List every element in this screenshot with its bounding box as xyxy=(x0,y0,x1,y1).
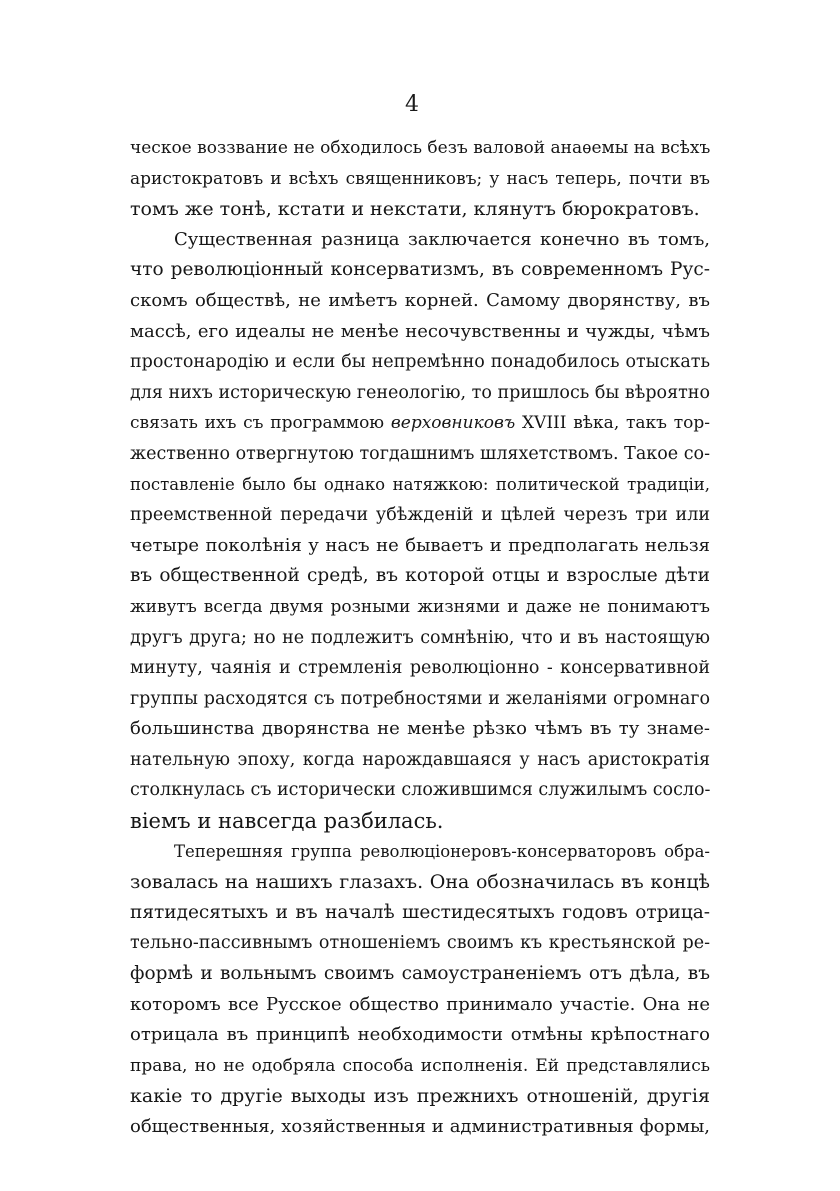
text-line: аристократовъ и всѣхъ священниковъ; у насъ теперь, почти въ xyxy=(130,168,710,189)
text-line: нательную эпоху, когда нарождавшаяся у насъ аристократія xyxy=(130,749,710,770)
italic-term: верховниковъ xyxy=(390,413,516,434)
text-line: пятидесятыхъ и въ началѣ шестидесятыхъ годовъ отрица- xyxy=(130,901,710,923)
text-line: массѣ, его идеалы не менѣе несочувственны и чужды, чѣмъ xyxy=(130,320,710,342)
text-line: живутъ всегда двумя розными жизнями и даже не понимаютъ xyxy=(130,596,710,617)
text-line: зовалась на нашихъ глазахъ. Она обозначилась въ концѣ xyxy=(130,871,710,894)
text-line: для нихъ историческую генеологію, то пришлось бы вѣроятно xyxy=(130,382,710,403)
text-line: поставленіе было бы однако натяжкою: политической традиціи, xyxy=(130,474,710,494)
text-line: віемъ и навсегда разбилась. xyxy=(130,809,444,834)
text-line: ческое воззвание не обходилось безъ валовой анаѳемы на всѣхъ xyxy=(130,138,710,158)
text-line: томъ же тонѣ, кстати и некстати, клянутъ бюрократовъ. xyxy=(130,198,700,221)
text-line: столкнулась съ исторически сложившимся служилымъ сосло- xyxy=(130,780,710,801)
text-line: общественныя, хозяйственныя и административныя формы, xyxy=(130,1116,710,1137)
text-line: скомъ обществѣ, не имѣетъ корней. Самому дворянству, въ xyxy=(130,289,710,311)
text-line-part: связать ихъ съ программою xyxy=(130,413,391,434)
text-line xyxy=(130,408,710,439)
text-line: формѣ и вольнымъ своимъ самоустраненіемъ отъ дѣла, въ xyxy=(130,963,710,985)
text-line: права, но не одобряла способа исполненія. Ей представлялись xyxy=(130,1055,710,1076)
text-line: группы расходятся съ потребностями и желаніями огромнаго xyxy=(130,688,710,709)
text-line: большинства дворянства не менѣе рѣзко чѣмъ въ ту знаме- xyxy=(130,718,710,740)
text-line-part: XVIII вѣка, такъ тор- xyxy=(515,413,710,434)
text-line: четыре поколѣнія у насъ не бываетъ и предполагать нельзя xyxy=(130,534,710,556)
text-line: преемственной передачи убѣжденій и цѣлей черезъ три или xyxy=(130,505,710,526)
text-line: которомъ все Русское общество принимало участіе. Она не xyxy=(130,993,710,1015)
text-line: Теперешняя группа революціонеровъ-консерваторовъ обра- xyxy=(174,841,710,861)
text-line: Существенная разница заключается конечно въ томъ, xyxy=(174,228,710,250)
text-line: тельно-пассивнымъ отношеніемъ своимъ къ крестьянской ре- xyxy=(130,933,710,954)
body-text xyxy=(130,133,710,1143)
text-line: другъ друга; но не подлежитъ сомнѣнію, что и въ настоящую xyxy=(130,627,710,648)
text-line: какіе то другіе выходы изъ прежнихъ отношеній, другія xyxy=(130,1085,710,1108)
text-line: жественно отвергнутою тогдашнимъ шляхетствомъ. Такое со- xyxy=(130,443,710,464)
text-line: отрицала въ принципѣ необходимости отмѣны крѣпостнаго xyxy=(130,1024,710,1046)
text-line: простонародію и если бы непремѣнно понадобилось отыскать xyxy=(130,352,710,373)
page-number: 4 xyxy=(405,92,419,117)
text-line: минуту, чаянія и стремленія революціонно - консервативной xyxy=(130,658,710,679)
text-line: въ общественной средѣ, въ которой отцы и взрослые дѣти xyxy=(130,565,710,587)
text-line: что революціонный консерватизмъ, въ современномъ Рус- xyxy=(130,259,710,281)
